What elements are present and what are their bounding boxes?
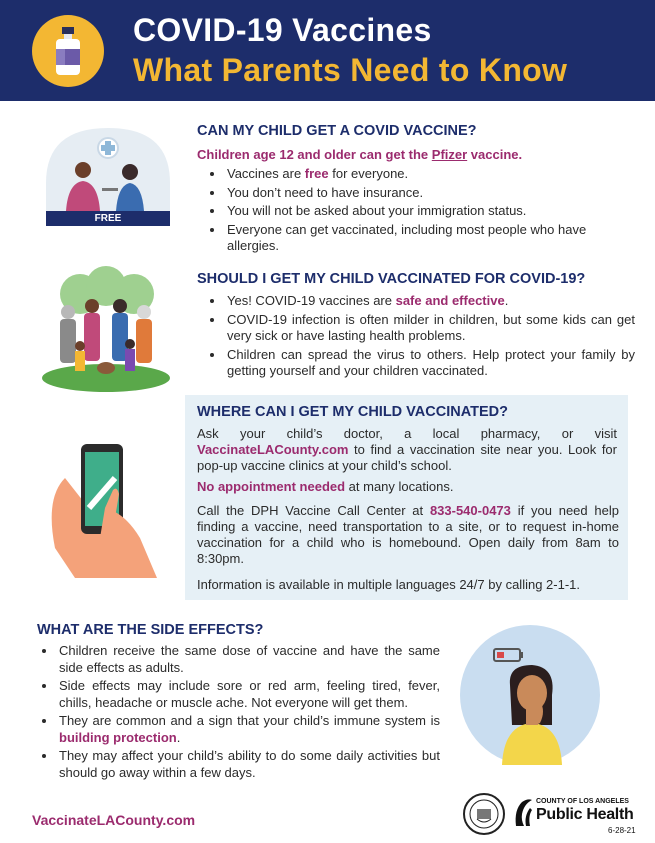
text: Ask your child’s doctor, a local pharmacy, or visit [197, 426, 617, 441]
list-item: • You will not be asked about your immigration status. [225, 203, 637, 220]
tired-woman-illustration [460, 625, 600, 765]
side-effects-list [40, 643, 440, 783]
vaccinate-la-link[interactable]: VaccinateLACounty.com [197, 442, 349, 457]
where-paragraph-2 [197, 479, 617, 495]
list-item: • Side effects may include sore or red arm, feeling tired, fever, chills, headache or muscle ache. Not everyone will get them. [57, 678, 440, 711]
list-item: • They may affect your child’s ability to do some daily activities but should go away within a few days. [57, 748, 440, 781]
header-banner [0, 0, 655, 101]
text: for everyone. [328, 166, 409, 181]
text: Yes! COVID-19 vaccines are [227, 293, 396, 308]
list-item: • You don’t need to have insurance. [225, 185, 637, 202]
text: if you need help finding a vaccine, need transportation to a site, or to request in-home vaccination for a child who is homebound. Open daily from 8am to 8:30pm. [197, 503, 619, 566]
list-item: • Everyone can get vaccinated, including most people who have allergies. [225, 222, 637, 255]
call-center-phone[interactable]: 833-540-0473 [429, 503, 511, 518]
text: to find a vaccination site near you. Look for pop-up vaccine clinics at your child’s school. [197, 442, 617, 473]
list-item: • Children receive the same dose of vaccine and have the same side effects as adults. [57, 643, 440, 676]
text: Call the DPH Vaccine Call Center at [197, 503, 430, 518]
publication-date: 6-28-21 [608, 826, 636, 835]
subtitle-text: Children age 12 and older can get the [197, 147, 432, 162]
text: Vaccines are [227, 166, 305, 181]
list-item [57, 713, 440, 746]
list-item [225, 166, 637, 183]
list-item: • COVID-19 infection is often milder in children, but some kids can get very sick or have lasting health problems. [225, 312, 635, 345]
should-vaccinate-list [208, 293, 635, 382]
county-seal-icon [463, 793, 505, 835]
where-paragraph-3 [197, 503, 619, 567]
highlight: free [304, 166, 329, 181]
section-title-eligibility: CAN MY CHILD GET A COVID VACCINE? [197, 123, 477, 139]
footer-website-link[interactable]: VaccinateLACounty.com [32, 812, 196, 828]
section-title-side-effects: WHAT ARE THE SIDE EFFECTS? [37, 622, 264, 638]
section-title-where: WHERE CAN I GET MY CHILD VACCINATED? [197, 404, 508, 420]
text: . [504, 293, 509, 308]
list-item: • Children can spread the virus to others. Help protect your family by getting yourself and your children vaccinated. [225, 347, 635, 380]
where-paragraph-4: Information is available in multiple languages 24/7 by calling 2-1-1. [197, 577, 580, 592]
eligibility-list [208, 166, 637, 257]
vaccine-vial-icon [32, 15, 104, 87]
text: . [176, 729, 181, 745]
title-line-1: COVID-19 Vaccines [133, 12, 432, 48]
highlight: building protection [59, 729, 177, 745]
text: at many locations. [345, 479, 454, 494]
highlight: safe and effective [395, 293, 505, 308]
family-illustration [40, 266, 172, 394]
public-health-name: Public Health [536, 806, 634, 823]
eligibility-subtitle [197, 147, 522, 162]
list-item [225, 293, 635, 310]
phone-hand-illustration [45, 438, 160, 578]
text: They are common and a sign that your child’s immune system is [59, 713, 440, 728]
highlight: No appointment needed [197, 479, 346, 494]
free-label: FREE [46, 211, 170, 226]
title-line-2: What Parents Need to Know [133, 52, 568, 88]
subtitle-brand: Pfizer [431, 147, 468, 162]
section-title-should-vaccinate: SHOULD I GET MY CHILD VACCINATED FOR COVID-19? [197, 271, 586, 287]
public-health-logo-icon [512, 796, 534, 828]
county-name: COUNTY OF LOS ANGELES [536, 798, 629, 805]
subtitle-text-end: vaccine. [467, 147, 523, 162]
where-paragraph-1 [197, 426, 617, 474]
